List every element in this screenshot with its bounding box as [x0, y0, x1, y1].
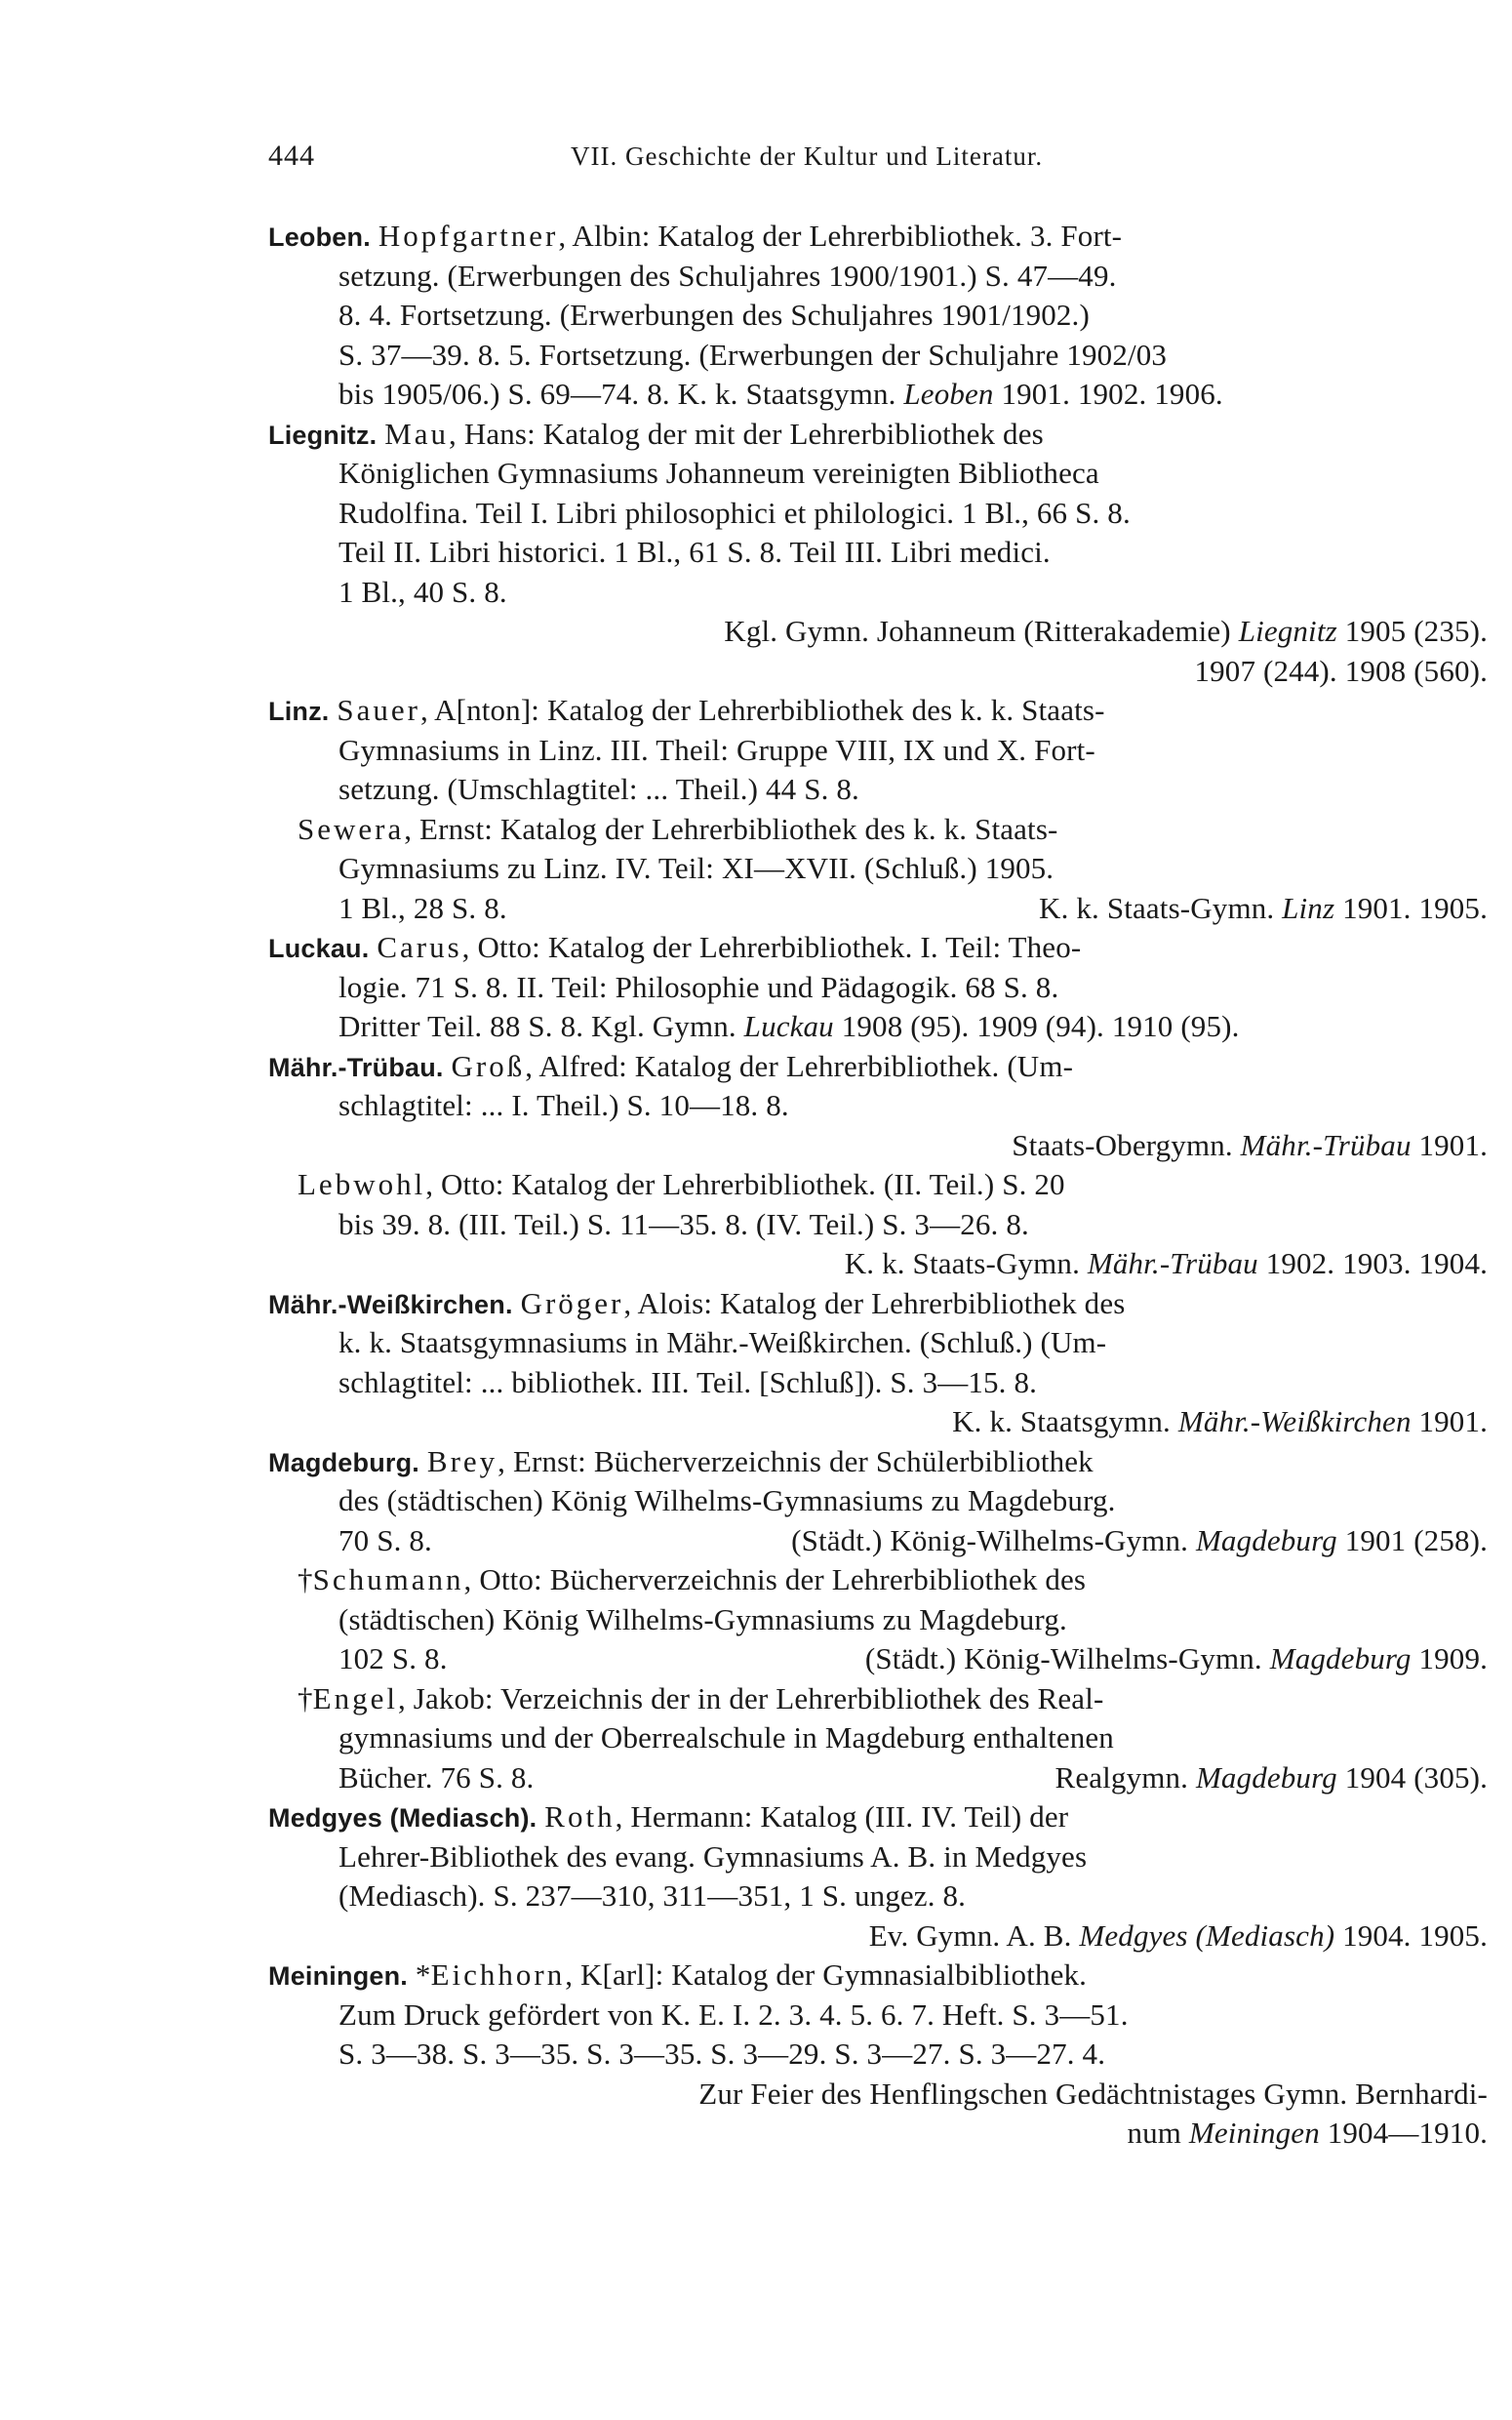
catalog-line	[268, 1284, 1488, 1324]
italic-place-name: Mähr.-Trübau	[1087, 1246, 1258, 1280]
catalog-line	[268, 1996, 1488, 2036]
line-text: , Ernst: Bücherverzeichnis der Schülerbibliothek	[497, 1443, 1094, 1478]
line-text: Kgl. Gymn. Johanneum (Ritterakademie)	[724, 614, 1239, 648]
catalog-line	[268, 1205, 1488, 1245]
catalog-line	[268, 1521, 1488, 1561]
line-right-part	[1055, 1758, 1488, 1798]
line-left-part	[338, 1639, 448, 1679]
author-name: Hopfgartner	[378, 219, 559, 253]
place-heading: Liegnitz.	[268, 420, 378, 450]
catalog-line	[268, 652, 1488, 692]
place-heading: Linz.	[268, 697, 330, 726]
author-name: Carus	[377, 930, 462, 964]
line-text: Ev. Gymn. A. B.	[868, 1917, 1080, 1953]
line-text: setzung. (Erwerbungen des Schuljahres 1900/1901.) S. 47—49.	[338, 258, 1117, 293]
line-text: , Otto: Katalog der Lehrerbibliothek. I. Teil: Theo-	[461, 930, 1082, 964]
catalog-line	[268, 1718, 1488, 1758]
catalog-line	[268, 810, 1488, 850]
line-text: Königlichen Gymnasiums Johanneum vereinigten Bibliotheca	[338, 456, 1099, 490]
catalog-line	[268, 1442, 1488, 1482]
catalog-line	[268, 691, 1488, 731]
catalog-line	[268, 375, 1488, 415]
catalog-line	[268, 1797, 1488, 1837]
author-name: Schumann	[312, 1562, 464, 1596]
author-name: Lebwohl	[298, 1167, 426, 1201]
line-text: , Otto: Katalog der Lehrerbibliothek. (II. Teil.) S. 20	[425, 1167, 1065, 1201]
catalog-line	[268, 968, 1488, 1008]
line-text: 1 Bl., 40 S. 8.	[338, 574, 507, 609]
line-text: 1905 (235).	[1336, 614, 1488, 648]
line-text	[371, 219, 378, 253]
italic-place-name: Linz	[1282, 890, 1335, 925]
line-text: 1909.	[1411, 1641, 1488, 1675]
catalog-line	[268, 1758, 1488, 1798]
catalog-line	[268, 1165, 1488, 1205]
italic-place-name: Mähr.-Weißkirchen	[1177, 1404, 1412, 1438]
line-text	[513, 1286, 521, 1320]
line-text: Teil II. Libri historici. 1 Bl., 61 S. 8. Teil III. Libri medici.	[338, 535, 1051, 569]
line-text: schlagtitel: ... I. Theil.) S. 10—18. 8.	[338, 1088, 789, 1122]
italic-place-name: Medgyes (Mediasch)	[1079, 1917, 1335, 1953]
line-left-part	[338, 1758, 534, 1798]
place-heading: Luckau.	[268, 934, 370, 963]
line-text: K. k. Staats-Gymn.	[844, 1246, 1088, 1280]
catalog-line	[268, 1600, 1488, 1640]
line-text: k. k. Staatsgymnasiums in Mähr.-Weißkirchen. (Schluß.) (Um-	[338, 1325, 1107, 1359]
catalog-line	[268, 573, 1488, 613]
line-text: schlagtitel: ... bibliothek. III. Teil. [Schluß]). S. 3—15. 8.	[338, 1364, 1038, 1399]
place-heading: Meiningen.	[268, 1961, 408, 1991]
catalog-line	[268, 1402, 1488, 1442]
line-right-part	[791, 1521, 1488, 1561]
line-text: 1908 (95). 1909 (94). 1910 (95).	[833, 1009, 1240, 1043]
author-name: Sauer	[337, 693, 420, 727]
catalog-line	[268, 2075, 1488, 2115]
line-text: bis 39. 8. (III. Teil.) S. 11—35. 8. (IV. Teil.) S. 3—26. 8.	[338, 1206, 1029, 1241]
catalog-text	[268, 217, 1488, 2154]
line-text: Rudolfina. Teil I. Libri philosophici et philologici. 1 Bl., 66 S. 8.	[338, 495, 1131, 530]
author-name: Sewera	[298, 811, 405, 846]
line-text: 1907 (244). 1908 (560).	[1194, 653, 1488, 688]
line-text: des (städtischen) König Wilhelms-Gymnasiums zu Magdeburg.	[338, 1483, 1116, 1517]
catalog-line	[268, 2035, 1488, 2075]
catalog-line	[268, 1363, 1488, 1403]
italic-place-name: Liegnitz	[1238, 614, 1337, 648]
line-left-part	[338, 889, 507, 929]
line-text: Zum Druck gefördert von K. E. I. 2. 3. 4. 5. 6. 7. Heft. S. 3—51.	[338, 1996, 1129, 2032]
line-text: setzung. (Umschlagtitel: ... Theil.) 44 S. 8.	[338, 772, 859, 806]
line-right-part	[1039, 889, 1488, 929]
line-text: 1904. 1905.	[1334, 1917, 1488, 1953]
catalog-line	[268, 731, 1488, 771]
line-text: 1902. 1903. 1904.	[1257, 1246, 1488, 1280]
catalog-line	[268, 1007, 1488, 1047]
line-text: 1901. 1905.	[1334, 890, 1488, 925]
line-text	[419, 1444, 427, 1478]
line-text: 1904—1910.	[1319, 2116, 1488, 2150]
line-text: , Alfred: Katalog der Lehrerbibliothek. (Um-	[525, 1048, 1074, 1083]
line-text: bis 1905/06.) S. 69—74. 8. K. k. Staatsgymn.	[338, 377, 904, 411]
line-text: (Städt.) König-Wilhelms-Gymn.	[864, 1641, 1270, 1675]
line-text: 8. 4. Fortsetzung. (Erwerbungen des Schuljahres 1901/1902.)	[338, 298, 1090, 332]
line-text: , Ernst: Katalog der Lehrerbibliothek des k. k. Staats-	[404, 811, 1058, 846]
italic-place-name: Meiningen	[1188, 2116, 1320, 2150]
line-text: , K[arl]: Katalog der Gymnasialbibliothek.	[565, 1957, 1088, 1992]
catalog-line	[268, 612, 1488, 652]
line-text: Bücher. 76 S. 8.	[338, 1759, 535, 1795]
line-left-part	[338, 1521, 432, 1561]
author-name: Mau	[384, 416, 450, 451]
catalog-line	[268, 1956, 1488, 1996]
line-text	[444, 1049, 452, 1083]
line-text: S. 37—39. 8. 5. Fortsetzung. (Erwerbungen der Schuljahre 1902/03	[338, 337, 1168, 372]
catalog-line	[268, 533, 1488, 573]
author-name: Engel	[312, 1680, 398, 1715]
line-text: 1901.	[1411, 1127, 1488, 1162]
line-text: Gymnasiums zu Linz. IV. Teil: XI—XVII. (Schluß.) 1905.	[338, 851, 1054, 885]
catalog-line	[268, 1916, 1488, 1956]
catalog-line	[268, 1876, 1488, 1916]
catalog-line	[268, 2114, 1488, 2154]
catalog-line	[268, 1086, 1488, 1126]
catalog-line	[268, 1679, 1488, 1719]
page-number: 444	[268, 140, 315, 172]
line-right-part	[865, 1639, 1488, 1679]
line-text: (Städt.) König-Wilhelms-Gymn.	[791, 1522, 1196, 1557]
catalog-line	[268, 257, 1488, 297]
line-text: , Alois: Katalog der Lehrerbibliothek des	[623, 1285, 1126, 1320]
line-text: 1 Bl., 28 S. 8.	[338, 890, 507, 925]
place-heading: Medgyes (Mediasch).	[268, 1803, 537, 1833]
place-heading: Mähr.-Weißkirchen.	[268, 1289, 513, 1319]
catalog-line	[268, 336, 1488, 376]
line-text: , Hans: Katalog der mit der Lehrerbibliothek des	[449, 416, 1044, 451]
author-name: Eichhorn	[430, 1957, 566, 1992]
catalog-line	[268, 415, 1488, 455]
catalog-line	[268, 494, 1488, 534]
italic-place-name: Mähr.-Trübau	[1240, 1127, 1412, 1162]
place-heading: Magdeburg.	[268, 1447, 419, 1477]
italic-place-name: Magdeburg	[1195, 1522, 1337, 1557]
catalog-line	[268, 1126, 1488, 1166]
line-text: 1901 (258).	[1336, 1522, 1488, 1557]
line-text: K. k. Staatsgymn.	[952, 1404, 1178, 1438]
line-text: Zur Feier des Henflingschen Gedächtnistages Gymn. Bernhardi-	[698, 2076, 1488, 2111]
line-text: K. k. Staats-Gymn.	[1039, 890, 1283, 925]
catalog-line	[268, 928, 1488, 968]
italic-place-name: Magdeburg	[1269, 1641, 1412, 1675]
catalog-line	[268, 1481, 1488, 1521]
line-text: Lehrer-Bibliothek des evang. Gymnasiums A. B. in Medgyes	[338, 1838, 1088, 1874]
line-text: 1904 (305).	[1336, 1759, 1488, 1795]
italic-place-name: Luckau	[743, 1009, 834, 1043]
catalog-line	[268, 296, 1488, 336]
author-name: Brey	[426, 1443, 498, 1478]
line-text: S. 3—38. S. 3—35. S. 3—35. S. 3—29. S. 3—27. S. 3—27. 4.	[338, 2037, 1106, 2071]
line-text: *	[408, 1957, 431, 1992]
line-text: (städtischen) König Wilhelms-Gymnasiums zu Magdeburg.	[338, 1601, 1067, 1636]
author-name: Groß	[451, 1048, 526, 1083]
catalog-line	[268, 1244, 1488, 1284]
catalog-line	[268, 217, 1488, 257]
catalog-line	[268, 1560, 1488, 1600]
line-text: (Mediasch). S. 237—310, 311—351, 1 S. ungez. 8.	[338, 1878, 967, 1913]
line-text: num	[1127, 2116, 1189, 2150]
line-text: , Jakob: Verzeichnis der in der Lehrerbibliothek des Real-	[397, 1680, 1104, 1715]
line-text: 1901.	[1411, 1404, 1488, 1438]
line-text: Dritter Teil. 88 S. 8. Kgl. Gymn.	[338, 1009, 744, 1043]
line-text: , Albin: Katalog der Lehrerbibliothek. 3. Fort-	[558, 219, 1123, 253]
place-heading: Mähr.-Trübau.	[268, 1052, 444, 1082]
line-text: , Otto: Bücherverzeichnis der Lehrerbibliothek des	[463, 1562, 1087, 1596]
catalog-line	[268, 1323, 1488, 1363]
catalog-line	[268, 849, 1488, 889]
catalog-line	[268, 770, 1488, 810]
place-heading: Leoben.	[268, 222, 371, 252]
author-name: Gröger	[520, 1285, 624, 1320]
line-text: 70 S. 8.	[338, 1522, 432, 1557]
line-text: , Hermann: Katalog (III. IV. Teil) der	[615, 1799, 1069, 1834]
line-text: logie. 71 S. 8. II. Teil: Philosophie und Pädagogik. 68 S. 8.	[338, 969, 1059, 1004]
author-name: Roth	[544, 1799, 616, 1834]
line-text: †	[298, 1562, 313, 1596]
line-text: , A[nton]: Katalog der Lehrerbibliothek des k. k. Staats-	[420, 693, 1105, 727]
line-text: Realgymn.	[1054, 1759, 1196, 1795]
catalog-line	[268, 1639, 1488, 1679]
catalog-line	[268, 1837, 1488, 1877]
line-text: gymnasiums und der Oberrealschule in Magdeburg enthaltenen	[338, 1720, 1114, 1754]
line-text: Staats-Obergymn.	[1012, 1127, 1241, 1162]
page-header	[268, 137, 1497, 176]
line-text: 1901. 1902. 1906.	[993, 377, 1223, 411]
italic-place-name: Magdeburg	[1195, 1759, 1337, 1795]
line-text: †	[298, 1680, 313, 1715]
catalog-line	[268, 1047, 1488, 1087]
running-title: VII. Geschichte der Kultur und Literatur.	[571, 141, 1044, 171]
italic-place-name: Leoben	[903, 377, 994, 411]
line-text: 102 S. 8.	[338, 1641, 448, 1675]
line-text: Gymnasiums in Linz. III. Theil: Gruppe VIII, IX und X. Fort-	[338, 732, 1095, 767]
catalog-line	[268, 889, 1488, 929]
catalog-line	[268, 454, 1488, 494]
